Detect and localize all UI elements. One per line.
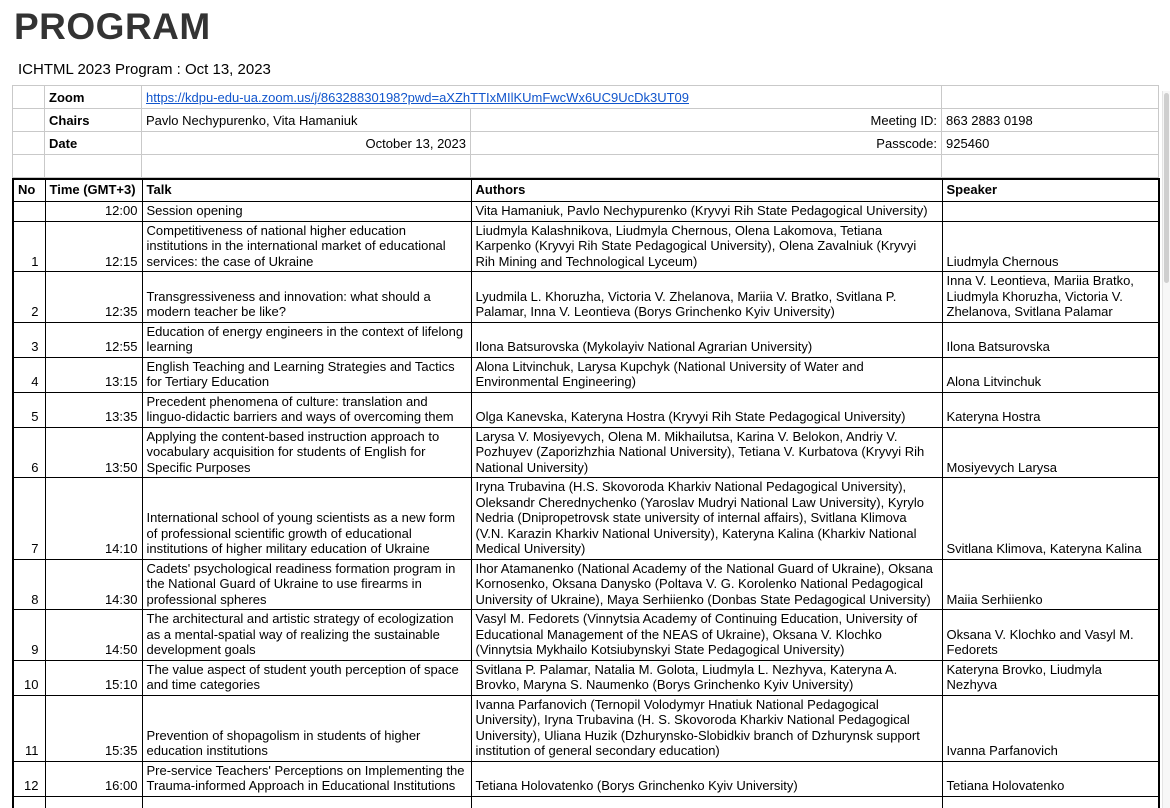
- table-row-partial: [13, 796, 1159, 808]
- table-row: [13, 660, 1159, 695]
- page-title: PROGRAM: [14, 6, 211, 47]
- cell-speaker: Svitlana Klimova, Kateryna Kalina: [942, 478, 1159, 560]
- cell-time: 14:50: [45, 610, 142, 661]
- meta-empty-cell: [13, 109, 45, 132]
- meeting-id-value: 863 2883 0198: [942, 109, 1159, 132]
- table-row: [13, 322, 1159, 357]
- col-header-authors: Authors: [471, 179, 942, 202]
- cell-authors: Ihor Atamanenko (National Academy of the National Guard of Ukraine), Oksana Kornosenko, Oksana Danysko (Poltava V. G. Korolenko National Pedagogical University of Ukraine), Maya Serhiienko (Donbas State Pedagogical University): [471, 559, 942, 610]
- program-table: [12, 178, 1160, 808]
- cell-talk: Competitiveness of national higher education institutions in the international market of educational services: the case of Ukraine: [142, 221, 471, 272]
- cell-talk: The architectural and artistic strategy of ecologization as a mental-spatial way of realizing the sustainable development goals: [142, 610, 471, 661]
- cell-speaker: Maiia Serhiienko: [942, 559, 1159, 610]
- table-row: [13, 695, 1159, 761]
- chairs-value: Pavlo Nechypurenko, Vita Hamaniuk: [142, 109, 471, 132]
- cell-no: 11: [13, 695, 45, 761]
- cell-authors: [471, 796, 942, 808]
- cell-speaker: Inna V. Leontieva, Mariia Bratko, Liudmyla Khoruzha, Victoria V. Zhelanova, Svitlana Palamar: [942, 272, 1159, 323]
- cell-speaker: Tetiana Holovatenko: [942, 761, 1159, 796]
- table-row: [13, 761, 1159, 796]
- cell-authors: Svitlana P. Palamar, Natalia M. Golota, Liudmyla L. Nezhyva, Kateryna A. Brovko, Maryna S. Naumenko (Borys Grinchenko Kyiv University): [471, 660, 942, 695]
- meta-table: [12, 85, 1159, 178]
- cell-no: 10: [13, 660, 45, 695]
- cell-authors: Vita Hamaniuk, Pavlo Nechypurenko (Kryvyi Rih State Pedagogical University): [471, 202, 942, 222]
- meta-empty-cell: [13, 86, 45, 109]
- table-row: [13, 357, 1159, 392]
- meta-empty-cell: [942, 86, 1159, 109]
- table-row: [13, 221, 1159, 272]
- cell-no: 4: [13, 357, 45, 392]
- cell-authors: Ilona Batsurovska (Mykolayiv National Agrarian University): [471, 322, 942, 357]
- cell-time: 16:00: [45, 761, 142, 796]
- cell-time: 15:10: [45, 660, 142, 695]
- vertical-scrollbar[interactable]: [1162, 91, 1170, 808]
- page: [0, 6, 1170, 808]
- table-row: [13, 559, 1159, 610]
- passcode-label: Passcode:: [471, 132, 942, 155]
- cell-talk: International school of young scientists as a new form of professional scientific growth of educational institutions of higher military education of Ukraine: [142, 478, 471, 560]
- cell-speaker: Liudmyla Chernous: [942, 221, 1159, 272]
- cell-time: 14:10: [45, 478, 142, 560]
- cell-speaker: [942, 202, 1159, 222]
- cell-no: 3: [13, 322, 45, 357]
- cell-no: [13, 796, 45, 808]
- cell-authors: Larysa V. Mosiyevych, Olena M. Mikhailutsa, Karina V. Belokon, Andriy V. Pozhuyev (Zaporizhzhia National University), Tetiana V. Kurbatova (Kryvyi Rih National University): [471, 427, 942, 478]
- meta-empty-cell: [471, 155, 942, 178]
- table-row: [13, 478, 1159, 560]
- cell-no: 9: [13, 610, 45, 661]
- cell-no: 2: [13, 272, 45, 323]
- cell-authors: Tetiana Holovatenko (Borys Grinchenko Kyiv University): [471, 761, 942, 796]
- cell-speaker: Mosiyevych Larysa: [942, 427, 1159, 478]
- cell-time: 12:35: [45, 272, 142, 323]
- cell-no: 7: [13, 478, 45, 560]
- cell-no: 8: [13, 559, 45, 610]
- cell-speaker: Kateryna Hostra: [942, 392, 1159, 427]
- passcode-value: 925460: [942, 132, 1159, 155]
- meta-empty-cell: [142, 155, 471, 178]
- cell-authors: Ivanna Parfanovich (Ternopil Volodymyr Hnatiuk National Pedagogical University), Iryna Trubavina (H. S. Skovoroda Kharkiv National Pedagogical University), Uliana Huzik (Dzhurynsko-Slobidkiv branch of Dzhurynsk support institution of general secondary education): [471, 695, 942, 761]
- cell-no: 1: [13, 221, 45, 272]
- col-header-speaker: Speaker: [942, 179, 1159, 202]
- cell-talk: Applying the content-based instruction approach to vocabulary acquisition for students of English for Specific Purposes: [142, 427, 471, 478]
- program-subtitle: ICHTML 2023 Program : Oct 13, 2023: [18, 61, 271, 78]
- zoom-url-cell: [142, 86, 942, 109]
- cell-no: [13, 202, 45, 222]
- cell-time: 13:50: [45, 427, 142, 478]
- cell-speaker: Kateryna Brovko, Liudmyla Nezhyva: [942, 660, 1159, 695]
- cell-talk: Education of energy engineers in the context of lifelong learning: [142, 322, 471, 357]
- cell-talk: Prevention of shopagolism in students of higher education institutions: [142, 695, 471, 761]
- col-header-talk: Talk: [142, 179, 471, 202]
- cell-no: 6: [13, 427, 45, 478]
- table-row: [13, 272, 1159, 323]
- cell-talk: Transgressiveness and innovation: what should a modern teacher be like?: [142, 272, 471, 323]
- meta-empty-cell: [13, 132, 45, 155]
- date-value: October 13, 2023: [142, 132, 471, 155]
- cell-talk: Pre-service Teachers' Perceptions on Implementing the Trauma-informed Approach in Educational Institutions: [142, 761, 471, 796]
- meta-row-empty: [13, 155, 1159, 178]
- zoom-label: Zoom: [45, 86, 142, 109]
- program-table-body: [13, 202, 1159, 808]
- cell-speaker: Oksana V. Klochko and Vasyl M. Fedorets: [942, 610, 1159, 661]
- table-row: [13, 392, 1159, 427]
- cell-authors: Iryna Trubavina (H.S. Skovoroda Kharkiv National Pedagogical University), Oleksandr Cherednychenko (Yaroslav Mudryi National Law University), Kyrylo Nedria (Dnipropetrovsk state university of internal affairs), Svitlana Klimova (V.N. Karazin Kharkiv National University), Kateryna Kalina (Kharkiv National Medical University): [471, 478, 942, 560]
- cell-speaker: Alona Litvinchuk: [942, 357, 1159, 392]
- meta-empty-cell: [942, 155, 1159, 178]
- program-header-row: [13, 179, 1159, 202]
- cell-speaker: Ivanna Parfanovich: [942, 695, 1159, 761]
- cell-authors: Alona Litvinchuk, Larysa Kupchyk (National University of Water and Environmental Engineering): [471, 357, 942, 392]
- date-label: Date: [45, 132, 142, 155]
- meta-empty-cell: [13, 155, 45, 178]
- meta-row-chairs: [13, 109, 1159, 132]
- table-row: [13, 427, 1159, 478]
- cell-speaker: [942, 796, 1159, 808]
- cell-time: 12:15: [45, 221, 142, 272]
- table-row: [13, 202, 1159, 222]
- col-header-time: Time (GMT+3): [45, 179, 142, 202]
- cell-authors: Olga Kanevska, Kateryna Hostra (Kryvyi Rih State Pedagogical University): [471, 392, 942, 427]
- cell-authors: Lyudmila L. Khoruzha, Victoria V. Zhelanova, Mariia V. Bratko, Svitlana P. Palamar, Inna V. Leontieva (Borys Grinchenko Kyiv University): [471, 272, 942, 323]
- meta-empty-cell: [45, 155, 142, 178]
- scrollbar-thumb[interactable]: [1164, 93, 1169, 283]
- cell-talk: The value aspect of student youth perception of space and time categories: [142, 660, 471, 695]
- cell-talk: [142, 796, 471, 808]
- cell-time: 13:15: [45, 357, 142, 392]
- cell-time: 12:00: [45, 202, 142, 222]
- table-row: [13, 610, 1159, 661]
- cell-time: 15:35: [45, 695, 142, 761]
- cell-talk: English Teaching and Learning Strategies and Tactics for Tertiary Education: [142, 357, 471, 392]
- cell-time: 14:30: [45, 559, 142, 610]
- col-header-no: No: [13, 179, 45, 202]
- chairs-label: Chairs: [45, 109, 142, 132]
- cell-talk: Session opening: [142, 202, 471, 222]
- cell-time: [45, 796, 142, 808]
- meta-row-zoom: [13, 86, 1159, 109]
- meeting-id-label: Meeting ID:: [471, 109, 942, 132]
- cell-authors: Liudmyla Kalashnikova, Liudmyla Chernous, Olena Lakomova, Tetiana Karpenko (Kryvyi Rih State Pedagogical University), Olena Zavalniuk (Kryvyi Rih Mining and Technological Lyceum): [471, 221, 942, 272]
- cell-no: 12: [13, 761, 45, 796]
- meta-row-date: [13, 132, 1159, 155]
- zoom-link[interactable]: https://kdpu-edu-ua.zoom.us/j/86328830198?pwd=aXZhTTIxMIlKUmFwcWx6UC9UcDk3UT09: [146, 89, 689, 105]
- cell-no: 5: [13, 392, 45, 427]
- cell-time: 13:35: [45, 392, 142, 427]
- cell-authors: Vasyl M. Fedorets (Vinnytsia Academy of Continuing Education, University of Educational Management of the NEAS of Ukraine), Oksana V. Klochko (Vinnytsia Mykhailo Kotsiubynskyi State Pedagogical University): [471, 610, 942, 661]
- cell-talk: Cadets' psychological readiness formation program in the National Guard of Ukraine to use firearms in professional spheres: [142, 559, 471, 610]
- cell-time: 12:55: [45, 322, 142, 357]
- cell-talk: Precedent phenomena of culture: translation and linguo-didactic barriers and ways of overcoming them: [142, 392, 471, 427]
- cell-speaker: Ilona Batsurovska: [942, 322, 1159, 357]
